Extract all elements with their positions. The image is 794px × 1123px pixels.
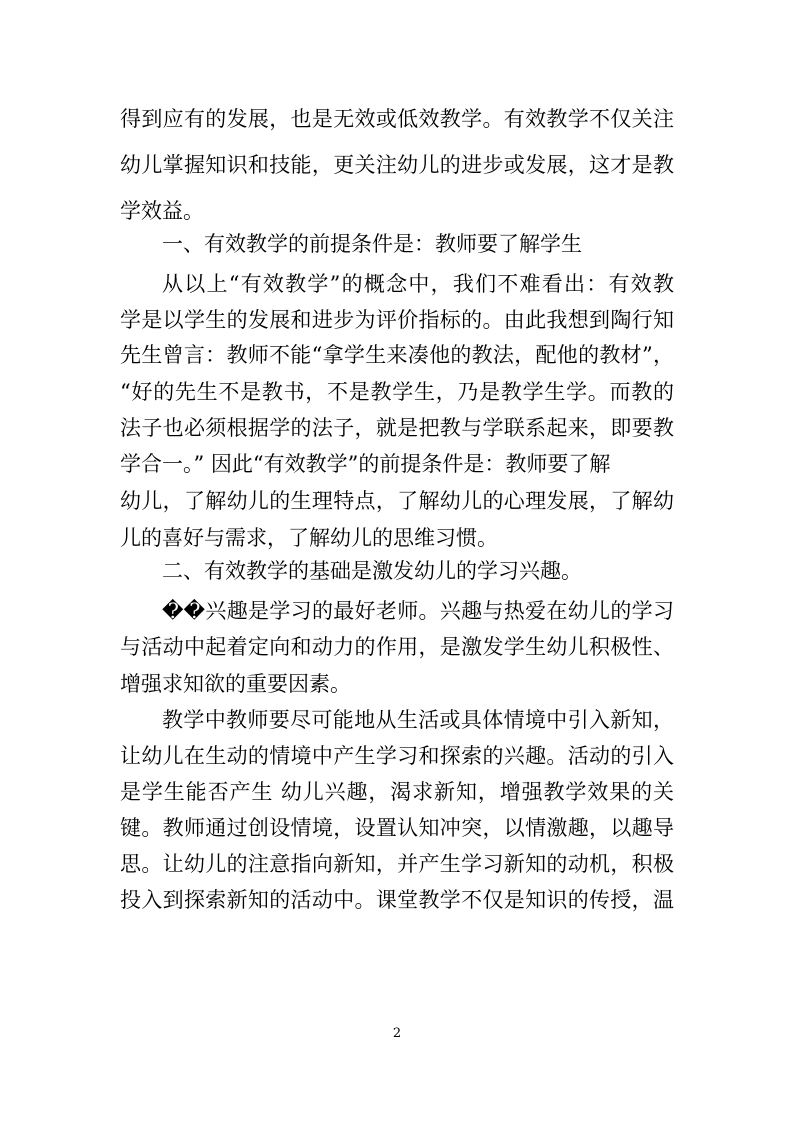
- body-text-line: 先生曾言：教师不能“拿学生来凑他的教法，配他的教材”，: [120, 343, 674, 367]
- body-text-line: 得到应有的发展，也是无效或低效教学。有效教学不仅关注: [120, 107, 674, 131]
- body-text-line: 从以上“有效教学”的概念中，我们不难看出：有效教: [162, 272, 674, 296]
- body-text-line: 是学生能否产生 幼儿兴趣，渴求新知，增强教学效果的关: [120, 780, 674, 804]
- body-text-line: 学是以学生的发展和进步为评价指标的。由此我想到陶行知: [120, 308, 674, 332]
- body-text-line: “好的先生不是教书，不是教学生，乃是教学生学。而教的: [120, 380, 674, 404]
- body-text-line: 法子也必须根据学的法子，就是把教与学联系起来，即要教: [120, 416, 674, 440]
- body-text-line: 键。教师通过创设情境，设置认知冲突，以情激趣，以趣导: [120, 816, 674, 840]
- body-text-line: ��兴趣是学习的最好老师。兴趣与热爱在幼儿的学习: [162, 599, 674, 623]
- section-heading: 二、有效教学的基础是激发幼儿的学习兴趣。: [162, 559, 582, 583]
- body-text-line: 儿的喜好与需求，了解幼儿的思维习惯。: [120, 526, 498, 550]
- body-text-line: 思。让幼儿的注意指向新知，并产生学习新知的动机，积极: [120, 852, 674, 876]
- body-text-line: 幼儿，了解幼儿的生理特点，了解幼儿的心理发展，了解幼: [120, 489, 674, 513]
- body-text-line: 投入到探索新知的活动中。课堂教学不仅是知识的传授，温: [120, 888, 674, 912]
- page-number: 2: [392, 1026, 402, 1041]
- body-text-line: 让幼儿在生动的情境中产生学习和探索的兴趣。活动的引入: [120, 744, 674, 768]
- body-text-line: 幼儿掌握知识和技能，更关注幼儿的进步或发展，这才是教: [120, 153, 674, 177]
- body-text-line: 增强求知欲的重要因素。: [120, 672, 351, 696]
- body-text-line: 学效益。: [120, 199, 204, 223]
- section-heading: 一、有效教学的前提条件是：教师要了解学生: [162, 232, 582, 256]
- body-text-line: 学合一。” 因此“有效教学”的前提条件是：教师要了解: [120, 452, 611, 476]
- body-text-line: 教学中教师要尽可能地从生活或具体情境中引入新知，: [162, 708, 674, 732]
- body-text-line: 与活动中起着定向和动力的作用，是激发学生幼儿积极性、: [120, 635, 674, 659]
